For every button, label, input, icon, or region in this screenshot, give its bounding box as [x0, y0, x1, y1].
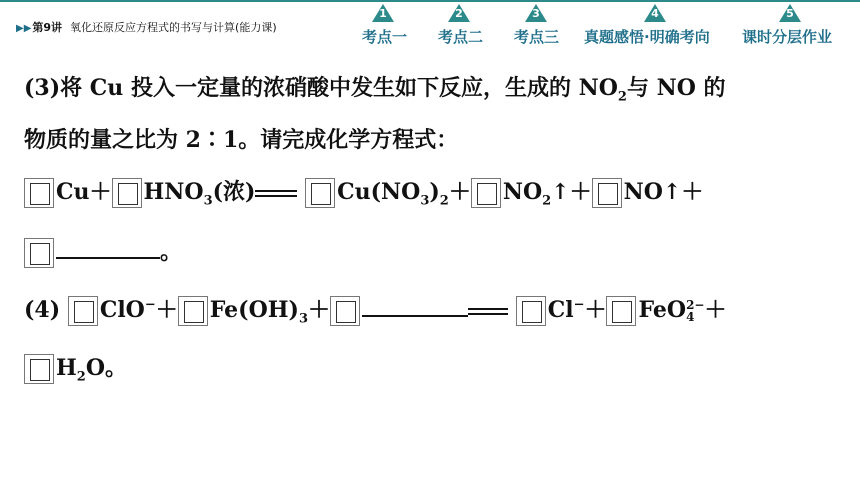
superscript: −	[144, 297, 156, 313]
subscript: 2	[76, 369, 86, 385]
plus-sign: ＋	[704, 297, 727, 323]
answer-blank[interactable]	[362, 311, 468, 317]
coefficient-box[interactable]	[68, 296, 98, 326]
coefficient-box[interactable]	[592, 178, 622, 208]
equation-3	[24, 176, 703, 208]
header-rule	[0, 0, 860, 2]
plus-sign: ＋	[155, 297, 178, 323]
formula-feo4: FeO	[638, 297, 687, 323]
subscript: 3	[298, 311, 308, 327]
coefficient-box[interactable]	[24, 354, 54, 384]
tab-number: 2	[455, 7, 463, 20]
slide-header	[0, 0, 860, 48]
subscript: 2	[617, 89, 627, 105]
tab-label: 考点二	[438, 28, 484, 46]
charge-subscript	[686, 299, 704, 323]
plus-sign: ＋	[448, 179, 471, 205]
formula-h2o: H	[56, 355, 77, 381]
coefficient-box[interactable]	[24, 238, 54, 268]
question-3-intro	[24, 72, 726, 104]
intro-text: (3)将 Cu 投入一定量的浓硝酸中发生如下反应，生成的 NO	[24, 75, 618, 101]
equation-4	[24, 294, 726, 326]
period: 。	[160, 239, 183, 265]
tab-label: 课时分层作业	[742, 28, 833, 46]
formula-hno3: HNO	[143, 179, 204, 205]
equals-sign	[468, 305, 508, 318]
tab-number: 4	[651, 7, 659, 20]
coefficient-box[interactable]	[24, 178, 54, 208]
tab-number: 1	[379, 7, 387, 20]
coefficient-box[interactable]	[516, 296, 546, 326]
formula-cu: Cu＋	[56, 179, 112, 205]
formula-text: )	[429, 179, 440, 205]
subscript: 2	[542, 193, 552, 209]
tab-number: 5	[786, 7, 794, 20]
formula-feoh3: Fe(OH)	[209, 297, 299, 323]
subscript: 3	[420, 193, 430, 209]
equation-4-cont	[24, 352, 127, 384]
subscript: 2	[439, 193, 449, 209]
formula-text: ↑＋	[551, 179, 592, 205]
coefficient-box[interactable]	[606, 296, 636, 326]
superscript: 2−	[686, 298, 705, 312]
subscript: 3	[203, 193, 213, 209]
tab-label: 考点一	[362, 28, 408, 46]
answer-blank[interactable]	[56, 253, 160, 259]
formula-cuno3: Cu(NO	[337, 179, 421, 205]
plus-sign: ＋	[584, 297, 607, 323]
coefficient-box[interactable]	[330, 296, 360, 326]
formula-no2: NO	[502, 179, 543, 205]
coefficient-box[interactable]	[178, 296, 208, 326]
formula-no: NO↑＋	[623, 179, 704, 205]
formula-text: O。	[85, 355, 128, 381]
equation-3-cont	[24, 236, 182, 268]
question-4-label: (4)	[24, 297, 61, 323]
play-arrow-icon: ▶▶	[16, 23, 32, 34]
subscript: 4	[686, 310, 695, 324]
superscript: −	[573, 297, 585, 313]
equals-sign	[255, 187, 297, 200]
plus-sign: ＋	[308, 297, 331, 323]
tab-label: 真题感悟·明确考向	[584, 28, 710, 46]
formula-text: (浓)	[212, 179, 256, 205]
formula-cl: Cl	[547, 297, 574, 323]
breadcrumb	[16, 22, 316, 35]
lesson-title: 氧化还原反应方程式的书写与计算(能力课)	[70, 21, 277, 34]
intro-text: 与 NO 的	[626, 75, 726, 101]
coefficient-box[interactable]	[471, 178, 501, 208]
lesson-number: 第9讲	[32, 21, 63, 34]
tab-number: 3	[532, 7, 540, 20]
formula-clo: ClO	[99, 297, 145, 323]
coefficient-box[interactable]	[305, 178, 335, 208]
tab-label: 考点三	[514, 28, 560, 46]
coefficient-box[interactable]	[112, 178, 142, 208]
question-3-intro-line2: 物质的量之比为 2∶1。请完成化学方程式：	[24, 127, 459, 153]
